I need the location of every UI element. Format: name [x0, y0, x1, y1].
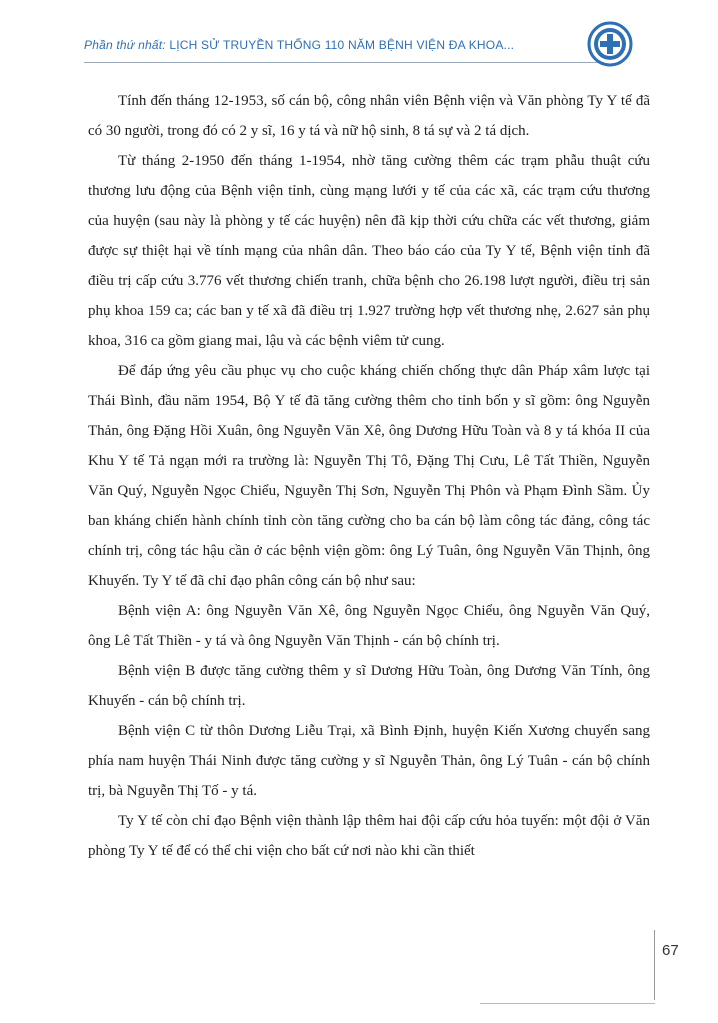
header-part-label: Phần thứ nhất: [84, 38, 166, 52]
paragraph: Bệnh viện A: ông Nguyễn Văn Xê, ông Nguyễn Ngọc Chiểu, ông Nguyễn Văn Quý, ông Lê Tất Thiền - y tá và ông Nguyễn Văn Thịnh - cán bộ chính trị. [88, 603, 650, 649]
header-title: LỊCH SỬ TRUYỀN THỐNG 110 NĂM BỆNH VIỆN ĐA KHOA... [169, 38, 515, 52]
page-number-block [648, 930, 698, 1010]
hospital-cross-logo-icon [586, 20, 634, 68]
running-header [84, 38, 604, 52]
paragraph: Bệnh viện C từ thôn Dương Liễu Trại, xã Bình Định, huyện Kiến Xương chuyển sang phía nam huyện Thái Ninh được tăng cường y sĩ Nguyễn Thản, ông Lý Tuân - cán bộ chính trị, bà Nguyễn Thị Tố - y tá. [88, 723, 650, 799]
header-divider [84, 62, 604, 63]
paragraph: Ty Y tế còn chỉ đạo Bệnh viện thành lập thêm hai đội cấp cứu hỏa tuyến: một đội ở Văn phòng Ty Y tế để có thể chi viện cho bất cứ nơi nào khi cần thiết [88, 813, 650, 859]
footer-divider [480, 1003, 655, 1004]
paragraph: Từ tháng 2-1950 đến tháng 1-1954, nhờ tăng cường thêm các trạm phẫu thuật cứu thương lưu động của Bệnh viện tỉnh, cùng mạng lưới y tế của các xã, các trạm cứu thương của huyện (sau này là phòng y tế các huyện) nên đã kịp thời cứu chữa các vết thương, giảm được sự thiệt hại về tính mạng của nhân dân. Theo báo cáo của Ty Y tế, Bệnh viện tỉnh đã điều trị cấp cứu 3.776 vết thương chiến tranh, chữa bệnh cho 26.198 lượt người, điều trị sản phụ khoa 159 ca; các ban y tế xã đã điều trị 1.927 trường hợp vết thương nhẹ, 2.627 sản phụ khoa, 316 ca gồm giang mai, lậu và các bệnh viêm tử cung. [88, 153, 650, 349]
paragraph: Để đáp ứng yêu cầu phục vụ cho cuộc kháng chiến chống thực dân Pháp xâm lược tại Thái Bình, đầu năm 1954, Bộ Y tế đã tăng cường thêm cho tỉnh bốn y sĩ gồm: ông Nguyễn Thản, ông Đặng Hồi Xuân, ông Nguyễn Văn Xê, ông Dương Hữu Toàn và 8 y tá khóa II của Khu Y tế Tả ngạn mới ra trường là: Nguyễn Thị Tô, Đặng Thị Cưu, Lê Tất Thiền, Nguyễn Văn Quý, Nguyễn Ngọc Chiểu, Nguyễn Thị Sơn, Nguyễn Thị Phôn và Phạm Đình Sầm. Ủy ban kháng chiến hành chính tỉnh còn tăng cường cho ba cán bộ làm công tác đảng, công tác chính trị, công tác hậu cần ở các bệnh viện gồm: ông Lý Tuân, ông Nguyễn Văn Thịnh, ông Khuyến. Ty Y tế đã chỉ đạo phân công cán bộ như sau: [88, 363, 650, 589]
main-text [88, 86, 650, 866]
page-number-divider [654, 930, 655, 1000]
paragraph: Bệnh viện B được tăng cường thêm y sĩ Dương Hữu Toàn, ông Dương Văn Tính, ông Khuyến - cán bộ chính trị. [88, 663, 650, 709]
paragraph: Tính đến tháng 12-1953, số cán bộ, công nhân viên Bệnh viện và Văn phòng Ty Y tế đã có 30 người, trong đó có 2 y sĩ, 16 y tá và nữ hộ sinh, 8 tá sự và 2 tá dịch. [88, 93, 650, 139]
page-number: 67 [662, 942, 679, 959]
